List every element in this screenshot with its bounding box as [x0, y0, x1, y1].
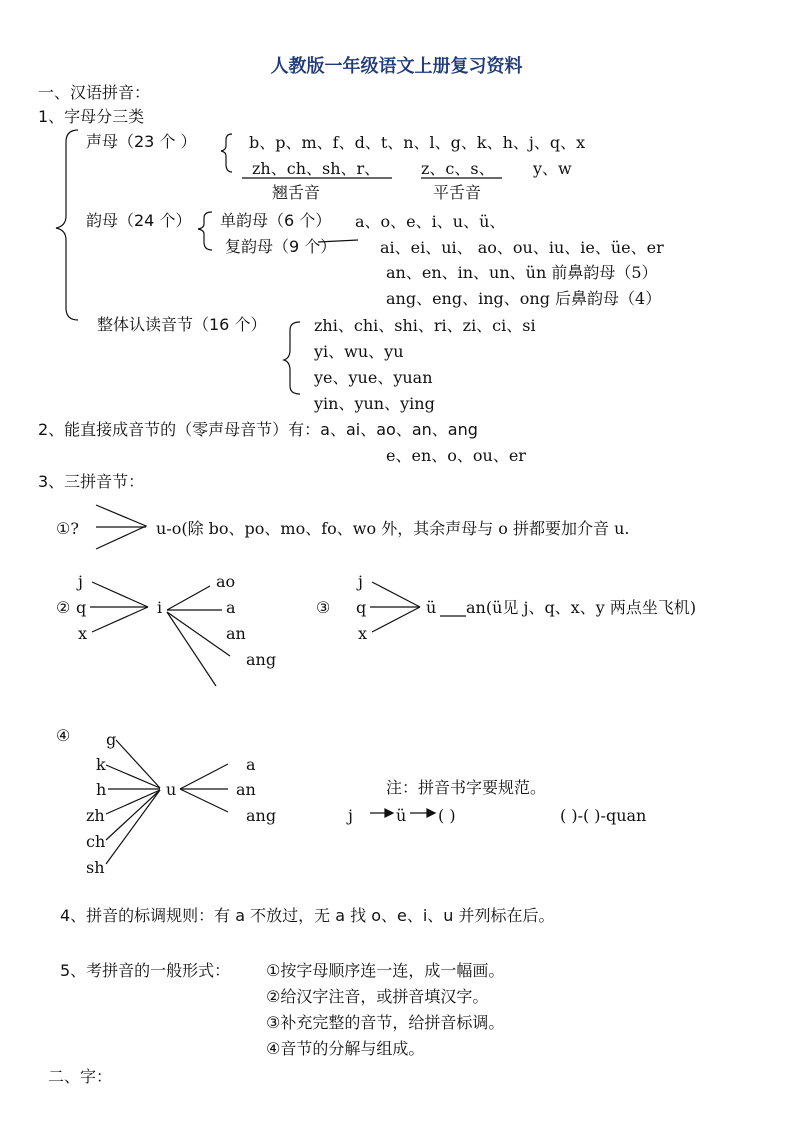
case-4-k: k — [96, 755, 106, 774]
shengmu-yw: y、w — [533, 159, 572, 178]
case-3-line-x — [372, 607, 420, 632]
part-5-item-4: ④音节的分解与组成。 — [266, 1039, 425, 1058]
qiao-label: 翘舌音 — [272, 183, 321, 202]
case-3-mark: ③ — [316, 598, 331, 617]
case-4-line-ch — [106, 790, 160, 840]
part-4-text: 4、拼音的标调规则：有 a 不放过，无 a 找 o、e、i、u 并列标在后。 — [60, 906, 555, 925]
case-4-line-g — [116, 740, 160, 788]
arrow-2-head — [427, 809, 435, 817]
fu-yunmu: ai、ei、ui、 ao、ou、iu、ie、üe、er — [380, 238, 664, 257]
case-4-line-ang — [180, 789, 228, 812]
case-4-blank-1: ( ) — [438, 806, 456, 825]
case-2-j: j — [78, 572, 83, 591]
page-title: 人教版一年级语文上册复习资料 — [270, 56, 523, 77]
part-3-heading: 3、三拼音节： — [38, 472, 145, 491]
part-1-heading: 1、字母分三类 — [38, 107, 145, 126]
section-1-heading: 一、汉语拼音： — [38, 83, 151, 102]
case-4-line-zh — [106, 790, 160, 814]
case-4-mark: ④ — [56, 726, 71, 745]
case-2-line-j — [92, 582, 148, 607]
part-2-line2: e、en、o、ou、er — [386, 446, 526, 465]
case-4-u2: ü — [396, 806, 407, 825]
zhengti-row3: ye、yue、yuan — [314, 368, 433, 387]
case-4-ch: ch — [86, 832, 106, 851]
case-1-chevron — [96, 505, 146, 549]
shengmu-brace — [221, 134, 232, 172]
shengmu-qiao: zh、ch、sh、r、 — [252, 159, 381, 178]
case-2-a: a — [226, 598, 236, 617]
case-4-line-a — [180, 764, 228, 789]
case-2-line-an — [167, 612, 230, 656]
zhengti-label: 整体认读音节（16 个） — [97, 315, 267, 334]
qian-bi-yunmu: an、en、in、un、ün 前鼻韵母（5） — [386, 263, 658, 282]
case-4-h: h — [96, 780, 107, 799]
zhengti-row1: zhi、chi、shi、ri、zi、ci、si — [314, 316, 536, 335]
dan-yunmu: a、o、e、i、u、ü、 — [355, 212, 506, 231]
section-2-heading: 二、字： — [48, 1067, 113, 1086]
case-4-u: u — [166, 780, 177, 799]
case-4-ang: ang — [246, 806, 277, 825]
case-3-q: q — [356, 598, 367, 617]
case-2-line-x — [92, 607, 148, 632]
main-brace — [56, 130, 78, 320]
case-1-mark: ①? — [56, 519, 79, 538]
case-4-line-k — [106, 765, 160, 788]
hou-bi-yunmu: ang、eng、ing、ong 后鼻韵母（4） — [386, 289, 662, 308]
case-4-a: a — [246, 755, 256, 774]
arrow-1-head — [385, 809, 393, 817]
case-2-x: x — [78, 624, 88, 643]
case-1-text: u-o(除 bo、po、mo、fo、wo 外，其余声母与 o 拼都要加介音 u. — [156, 519, 630, 538]
zhengti-row2: yi、wu、yu — [314, 342, 404, 361]
zhengti-row4: yin、yun、ying — [314, 394, 435, 413]
part-5-label: 5、考拼音的一般形式： — [60, 961, 231, 980]
case-2-i: i — [157, 598, 163, 617]
ping-label: 平舌音 — [433, 183, 482, 202]
part-5-item-3: ③补充完整的音节，给拼音标调。 — [266, 1013, 505, 1032]
case-3-x: x — [358, 624, 368, 643]
case-3-u: ü — [426, 598, 437, 617]
case-4-an: an — [236, 780, 256, 799]
case-4-note: 注：拼音书字要规范。 — [386, 778, 547, 797]
case-2-ao: ao — [216, 572, 236, 591]
zhengti-brace — [284, 322, 300, 394]
part-5-item-1: ①按字母顺序连一连，成一幅画。 — [266, 961, 505, 980]
case-2-line-ao — [167, 586, 210, 610]
case-3-line-j — [372, 582, 420, 607]
case-2-q: q — [76, 598, 87, 617]
part-5-item-2: ②给汉字注音，或拼音填汉字。 — [266, 987, 489, 1006]
yunmu-brace — [198, 212, 212, 250]
case-2-an: an — [226, 624, 246, 643]
case-4-g: g — [106, 730, 117, 749]
case-3-note: an(ü见 j、q、x、y 两点坐飞机) — [466, 598, 697, 617]
case-4-blank-2: ( )-( )-quan — [560, 806, 647, 825]
shengmu-label: 声母（23 个 ） — [86, 132, 197, 151]
fu-yunmu-label: 复韵母（9 个） — [225, 237, 337, 256]
case-3-j: j — [358, 572, 363, 591]
shengmu-ping: z、c、s、 — [421, 159, 495, 178]
case-4-line-sh — [106, 790, 160, 864]
shengmu-row1: b、p、m、f、d、t、n、l、g、k、h、j、q、x — [249, 133, 586, 152]
case-4-j: j — [348, 806, 353, 825]
yunmu-label: 韵母（24 个） — [86, 211, 192, 230]
case-2-line-ang — [167, 612, 216, 686]
case-4-sh: sh — [86, 858, 105, 877]
part-2-text: 2、能直接成音节的（零声母音节）有：a、ai、ao、an、ang — [38, 420, 478, 439]
dan-yunmu-label: 单韵母（6 个） — [220, 211, 332, 230]
case-2-mark: ② — [56, 598, 71, 617]
case-4-zh: zh — [86, 806, 105, 825]
case-2-ang: ang — [246, 650, 277, 669]
